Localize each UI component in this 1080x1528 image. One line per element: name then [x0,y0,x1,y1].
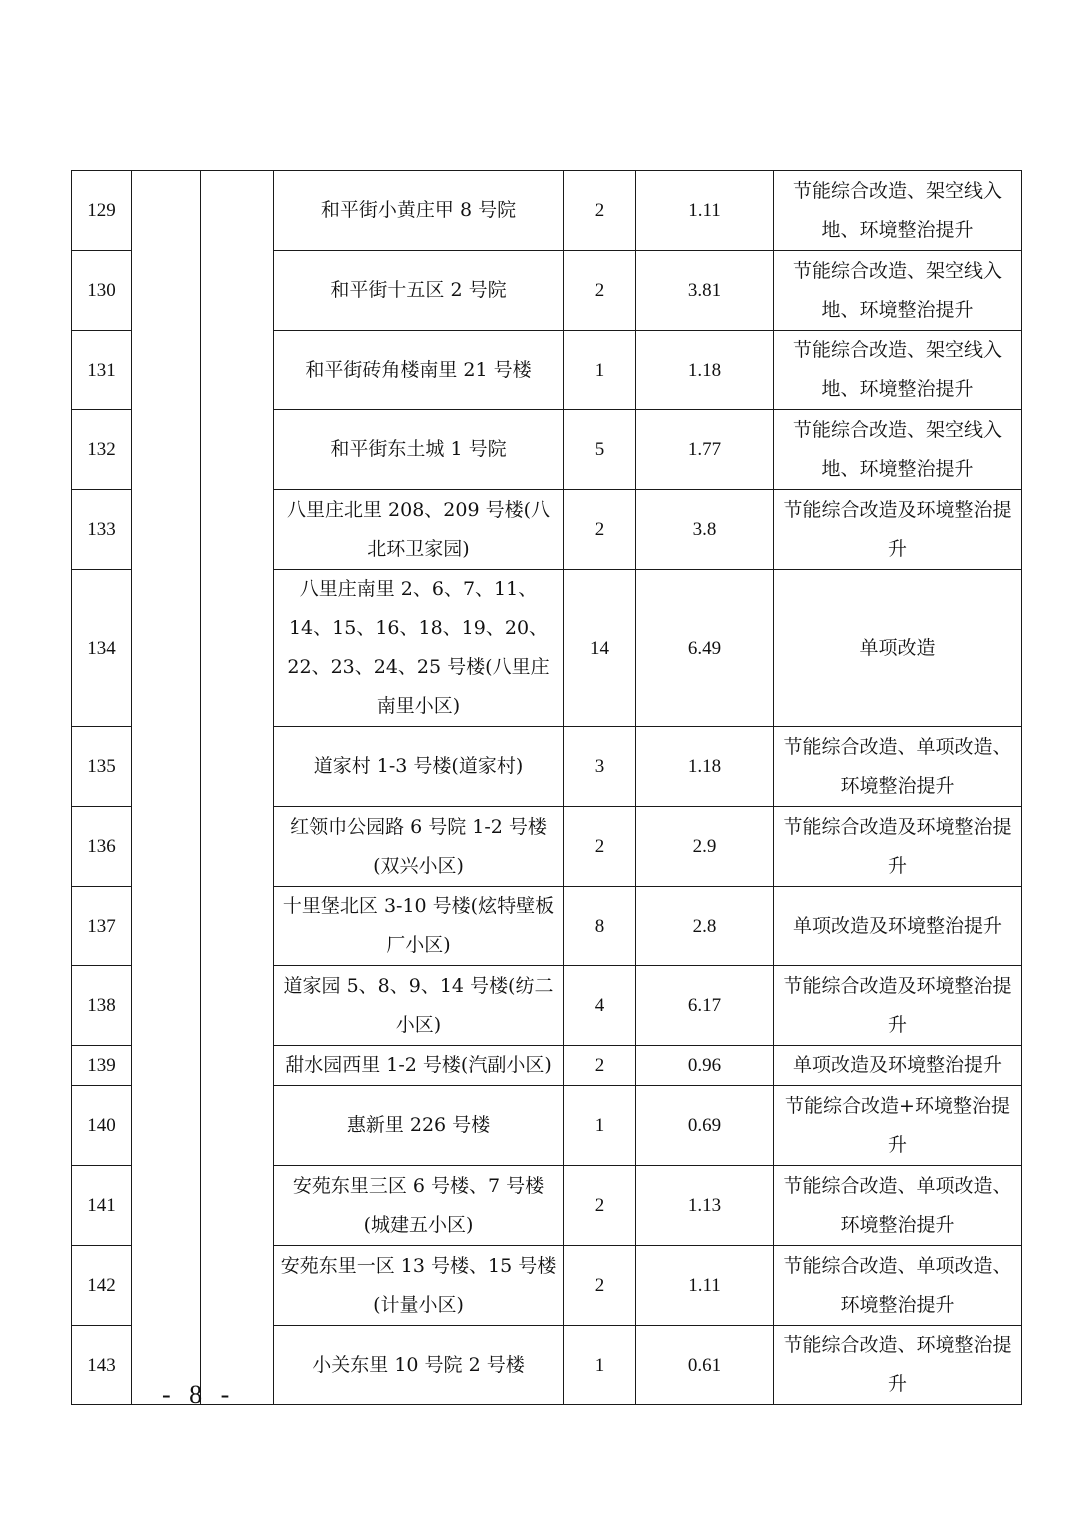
building-count-cell: 1 [564,331,636,410]
building-count-cell: 2 [564,1046,636,1086]
community-name-cell: 和平街小黄庄甲 8 号院 [274,171,564,251]
building-count-cell: 8 [564,887,636,966]
row-number-cell: 143 [72,1326,132,1405]
renovation-scope-cell: 节能综合改造、架空线入地、环境整治提升 [774,331,1022,410]
row-number-cell: 134 [72,570,132,727]
community-name-cell: 安苑东里三区 6 号楼、7 号楼(城建五小区) [274,1166,564,1246]
renovation-scope-cell: 节能综合改造+环境整治提升 [774,1086,1022,1166]
category-cell [201,171,274,1405]
renovation-scope-cell: 节能综合改造、架空线入地、环境整治提升 [774,251,1022,331]
building-count-cell: 2 [564,807,636,887]
building-count-cell: 1 [564,1086,636,1166]
row-number-cell: 131 [72,331,132,410]
row-number-cell: 135 [72,727,132,807]
community-name-cell: 道家村 1-3 号楼(道家村) [274,727,564,807]
area-cell: 0.61 [636,1326,774,1405]
building-count-cell: 4 [564,966,636,1046]
row-number-cell: 137 [72,887,132,966]
area-cell: 6.17 [636,966,774,1046]
table-row [72,171,1022,251]
area-cell: 6.49 [636,570,774,727]
renovation-scope-cell: 节能综合改造及环境整治提升 [774,490,1022,570]
community-name-cell: 安苑东里一区 13 号楼、15 号楼(计量小区) [274,1246,564,1326]
community-name-cell: 和平街砖角楼南里 21 号楼 [274,331,564,410]
community-name-cell: 道家园 5、8、9、14 号楼(纺二小区) [274,966,564,1046]
community-name-cell: 甜水园西里 1-2 号楼(汽副小区) [274,1046,564,1086]
community-name-cell: 十里堡北区 3-10 号楼(炫特壁板厂小区) [274,887,564,966]
community-name-cell: 小关东里 10 号院 2 号楼 [274,1326,564,1405]
row-number-cell: 129 [72,171,132,251]
community-name-cell: 和平街东土城 1 号院 [274,410,564,490]
building-count-cell: 5 [564,410,636,490]
project-table [71,170,1022,1405]
area-cell: 2.8 [636,887,774,966]
building-count-cell: 2 [564,490,636,570]
renovation-scope-cell: 节能综合改造、单项改造、环境整治提升 [774,1246,1022,1326]
building-count-cell: 2 [564,251,636,331]
community-name-cell: 八里庄南里 2、6、7、11、14、15、16、18、19、20、22、23、24、25 号楼(八里庄南里小区) [274,570,564,727]
community-name-cell: 和平街十五区 2 号院 [274,251,564,331]
community-name-cell: 惠新里 226 号楼 [274,1086,564,1166]
area-cell: 0.69 [636,1086,774,1166]
area-cell: 1.18 [636,331,774,410]
renovation-scope-cell: 单项改造及环境整治提升 [774,887,1022,966]
row-number-cell: 141 [72,1166,132,1246]
row-number-cell: 139 [72,1046,132,1086]
area-cell: 3.8 [636,490,774,570]
building-count-cell: 14 [564,570,636,727]
row-number-cell: 130 [72,251,132,331]
row-number-cell: 136 [72,807,132,887]
renovation-scope-cell: 单项改造 [774,570,1022,727]
table-body [72,171,1022,1405]
row-number-cell: 138 [72,966,132,1046]
building-count-cell: 1 [564,1326,636,1405]
area-cell: 3.81 [636,251,774,331]
row-number-cell: 140 [72,1086,132,1166]
row-number-cell: 132 [72,410,132,490]
area-cell: 1.11 [636,1246,774,1326]
row-number-cell: 142 [72,1246,132,1326]
renovation-scope-cell: 节能综合改造、架空线入地、环境整治提升 [774,410,1022,490]
page-number: - 8 - [162,1380,236,1409]
area-cell: 1.18 [636,727,774,807]
renovation-scope-cell: 节能综合改造、环境整治提升 [774,1326,1022,1405]
renovation-scope-cell: 单项改造及环境整治提升 [774,1046,1022,1086]
community-name-cell: 红领巾公园路 6 号院 1-2 号楼(双兴小区) [274,807,564,887]
building-count-cell: 2 [564,1166,636,1246]
area-cell: 1.77 [636,410,774,490]
renovation-scope-cell: 节能综合改造及环境整治提升 [774,807,1022,887]
renovation-scope-cell: 节能综合改造、架空线入地、环境整治提升 [774,171,1022,251]
community-name-cell: 八里庄北里 208、209 号楼(八北环卫家园) [274,490,564,570]
district-cell [132,171,201,1405]
building-count-cell: 2 [564,171,636,251]
renovation-scope-cell: 节能综合改造、单项改造、环境整治提升 [774,1166,1022,1246]
area-cell: 0.96 [636,1046,774,1086]
building-count-cell: 3 [564,727,636,807]
building-count-cell: 2 [564,1246,636,1326]
area-cell: 1.11 [636,171,774,251]
area-cell: 1.13 [636,1166,774,1246]
area-cell: 2.9 [636,807,774,887]
renovation-scope-cell: 节能综合改造及环境整治提升 [774,966,1022,1046]
renovation-scope-cell: 节能综合改造、单项改造、环境整治提升 [774,727,1022,807]
row-number-cell: 133 [72,490,132,570]
